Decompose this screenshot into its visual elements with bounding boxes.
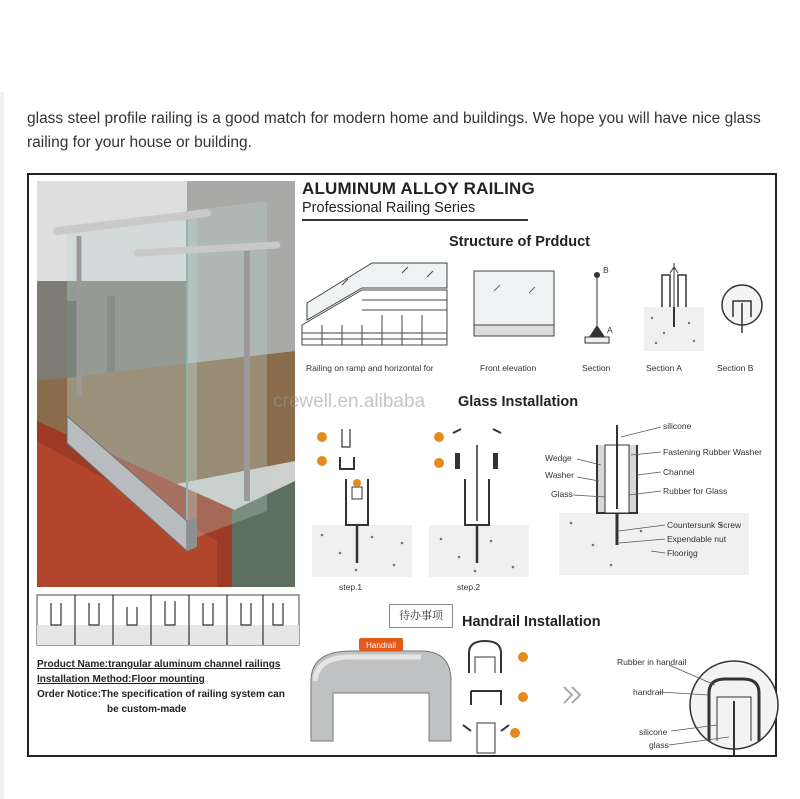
handrail-profile-drawing (301, 641, 461, 753)
section-b-drawing (719, 283, 765, 333)
product-poster (27, 173, 777, 757)
handrail-tag: Handrail (366, 641, 396, 650)
product-name: Product Name:trangular aluminum channel railings (37, 659, 281, 670)
step1-drawing (312, 425, 412, 577)
watermark: crewell.en.alibaba (273, 391, 426, 412)
title-underline (302, 219, 528, 221)
caption-section-a: Section A (646, 363, 682, 373)
label-washer: Washer (545, 470, 574, 480)
poster-subtitle: Professional Railing Series (302, 200, 476, 216)
railing-photo (37, 181, 295, 587)
label-rubber-in-handrail: Rubber in handrail (617, 657, 687, 667)
section-a-drawing (644, 263, 704, 351)
label-glass: Glass (551, 489, 573, 499)
memo-button: 待办事项 (389, 604, 453, 628)
glass-installation-heading: Glass Installation (458, 394, 579, 410)
intro-paragraph: glass steel profile railing is a good match for modern home and buildings. We hope you will have nice glass railing for your house or building. (27, 110, 761, 151)
label-countersunk-screw: Countersunk Screw (667, 520, 742, 530)
label-expendable-nut: Expendable nut (667, 534, 727, 544)
mark-b: B (603, 265, 609, 275)
step1-label: step.1 (339, 582, 363, 592)
label-fastening-rubber-washer: Fastening Rubber Washer (663, 447, 762, 457)
product-info (37, 659, 302, 719)
caption-front-elevation: Front elevation (480, 363, 537, 373)
label-channel: Channel (663, 467, 695, 477)
order-notice: Order Notice:The specification of railing system can (37, 689, 285, 700)
poster-title: ALUMINUM ALLOY RAILING (302, 179, 535, 198)
section-drawing (583, 267, 623, 349)
label-handrail: handrail (633, 687, 664, 697)
caption-ramp: Railing on ramp and horizontal for (306, 363, 434, 373)
left-gutter (0, 92, 4, 799)
handrail-steps-drawing (459, 637, 579, 755)
installation-method: Installation Method:Floor mounting (37, 674, 205, 685)
ramp-railing-drawing (302, 255, 452, 347)
step2-drawing (429, 425, 529, 577)
caption-section: Section (582, 363, 611, 373)
next-arrows-icon (562, 685, 582, 705)
mark-a: A (607, 325, 613, 335)
label-silicone-handrail: silicone (639, 727, 668, 737)
installation-sequence-strip (37, 595, 299, 645)
caption-section-b: Section B (717, 363, 754, 373)
handrail-detail-drawing (609, 645, 774, 755)
label-wedge: Wedge (545, 453, 572, 463)
label-glass-handrail: glass (649, 740, 669, 750)
glass-detail-drawing (541, 421, 771, 575)
front-elevation-drawing (474, 271, 554, 341)
label-flooring: Flooring (667, 548, 698, 558)
label-silicone: silicone (663, 421, 692, 431)
label-rubber-for-glass: Rubber for Glass (663, 486, 728, 496)
structure-heading: Structure of Prdduct (449, 234, 590, 250)
step2-label: step.2 (457, 582, 481, 592)
order-notice-cont: be custom-made (107, 704, 187, 715)
handrail-installation-heading: Handrail Installation (462, 614, 601, 630)
